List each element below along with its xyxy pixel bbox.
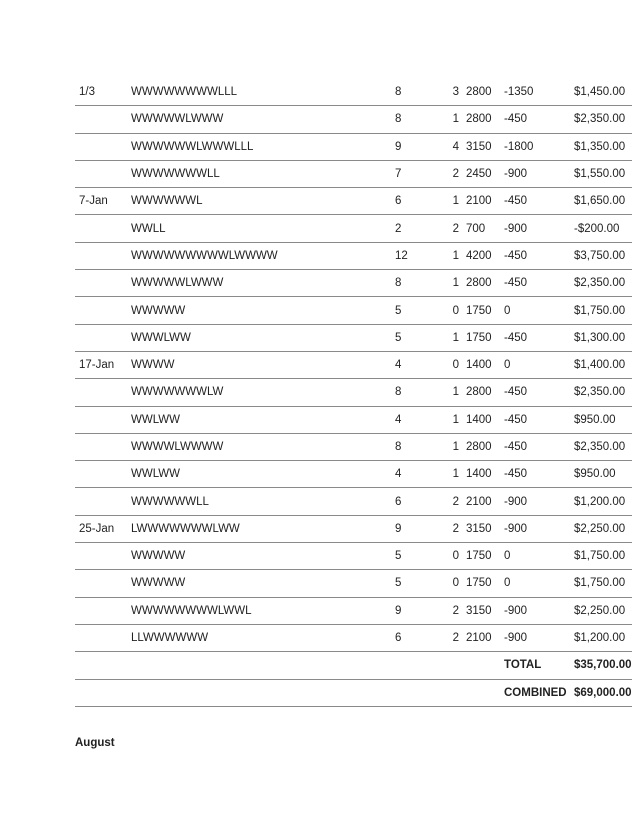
wins-cell: 5 <box>395 297 439 324</box>
value-cell: 1400 <box>466 406 504 433</box>
losses-cell: 1 <box>439 324 466 351</box>
net-cell: -450 <box>504 188 574 215</box>
amount-cell: $3,750.00 <box>574 242 632 269</box>
value-cell: 1400 <box>466 351 504 378</box>
table-row <box>75 597 632 624</box>
net-cell: -450 <box>504 433 574 460</box>
wins-cell: 8 <box>395 270 439 297</box>
date-cell <box>75 597 131 624</box>
amount-cell: $1,300.00 <box>574 324 632 351</box>
table-row <box>75 433 632 460</box>
date-cell <box>75 270 131 297</box>
net-cell: -1800 <box>504 133 574 160</box>
sequence-cell: WWLWW <box>131 406 395 433</box>
sequence-cell: WWWWWWWLW <box>131 379 395 406</box>
wins-cell: 9 <box>395 133 439 160</box>
date-cell <box>75 433 131 460</box>
losses-cell: 0 <box>439 570 466 597</box>
losses-cell: 0 <box>439 351 466 378</box>
amount-cell: $1,750.00 <box>574 297 632 324</box>
amount-cell: $1,750.00 <box>574 543 632 570</box>
losses-cell: 3 <box>439 79 466 106</box>
date-cell: 17-Jan <box>75 351 131 378</box>
sequence-cell: WWLL <box>131 215 395 242</box>
net-cell: -900 <box>504 624 574 651</box>
date-cell <box>75 543 131 570</box>
losses-cell: 1 <box>439 270 466 297</box>
value-cell: 2800 <box>466 270 504 297</box>
wins-cell: 12 <box>395 242 439 269</box>
value-cell: 2100 <box>466 188 504 215</box>
date-cell <box>75 242 131 269</box>
date-cell: 7-Jan <box>75 188 131 215</box>
total-row <box>75 652 632 679</box>
date-cell <box>75 297 131 324</box>
net-cell: -900 <box>504 488 574 515</box>
value-cell: 2100 <box>466 624 504 651</box>
sequence-cell: WWWLWW <box>131 324 395 351</box>
wins-cell: 7 <box>395 160 439 187</box>
wins-cell: 5 <box>395 543 439 570</box>
net-cell: -450 <box>504 270 574 297</box>
table-row <box>75 79 632 106</box>
table-row <box>75 215 632 242</box>
amount-cell: $2,250.00 <box>574 515 632 542</box>
wins-cell: 8 <box>395 79 439 106</box>
net-cell: -450 <box>504 106 574 133</box>
losses-cell: 2 <box>439 488 466 515</box>
table-row <box>75 297 632 324</box>
table-row <box>75 324 632 351</box>
date-cell <box>75 324 131 351</box>
amount-cell: $2,350.00 <box>574 270 632 297</box>
wins-cell: 9 <box>395 515 439 542</box>
value-cell: 2800 <box>466 433 504 460</box>
sequence-cell: WWWWWWWWLWWL <box>131 597 395 624</box>
table-row <box>75 570 632 597</box>
combined-label: COMBINED <box>504 679 574 706</box>
date-cell <box>75 215 131 242</box>
amount-cell: $950.00 <box>574 406 632 433</box>
amount-cell: $2,350.00 <box>574 433 632 460</box>
net-cell: -450 <box>504 324 574 351</box>
wins-cell: 6 <box>395 624 439 651</box>
sequence-cell: WWWWWWLWWWLLL <box>131 133 395 160</box>
ledger-table <box>75 79 632 707</box>
wins-cell: 9 <box>395 597 439 624</box>
amount-cell: $1,550.00 <box>574 160 632 187</box>
date-cell <box>75 379 131 406</box>
table-row <box>75 515 632 542</box>
losses-cell: 1 <box>439 379 466 406</box>
table-row <box>75 624 632 651</box>
losses-cell: 2 <box>439 160 466 187</box>
value-cell: 1750 <box>466 570 504 597</box>
value-cell: 1750 <box>466 324 504 351</box>
wins-cell: 4 <box>395 461 439 488</box>
sequence-cell: WWWWWWWLL <box>131 160 395 187</box>
value-cell: 2800 <box>466 106 504 133</box>
amount-cell: $1,750.00 <box>574 570 632 597</box>
wins-cell: 8 <box>395 106 439 133</box>
amount-cell: $1,200.00 <box>574 488 632 515</box>
amount-cell: $1,400.00 <box>574 351 632 378</box>
sequence-cell: WWWWWWWWWLWWWW <box>131 242 395 269</box>
date-cell: 1/3 <box>75 79 131 106</box>
losses-cell: 2 <box>439 215 466 242</box>
amount-cell: $2,250.00 <box>574 597 632 624</box>
sequence-cell: LLWWWWWW <box>131 624 395 651</box>
date-cell <box>75 570 131 597</box>
net-cell: -450 <box>504 461 574 488</box>
net-cell: -900 <box>504 515 574 542</box>
sequence-cell: WWWWWWLL <box>131 488 395 515</box>
amount-cell: $950.00 <box>574 461 632 488</box>
wins-cell: 4 <box>395 351 439 378</box>
sequence-cell: WWWWW <box>131 297 395 324</box>
value-cell: 2800 <box>466 379 504 406</box>
value-cell: 1750 <box>466 543 504 570</box>
amount-cell: $2,350.00 <box>574 379 632 406</box>
wins-cell: 6 <box>395 188 439 215</box>
net-cell: -900 <box>504 160 574 187</box>
table-row <box>75 543 632 570</box>
date-cell <box>75 461 131 488</box>
value-cell: 2100 <box>466 488 504 515</box>
losses-cell: 2 <box>439 515 466 542</box>
net-cell: -450 <box>504 242 574 269</box>
amount-cell: $1,350.00 <box>574 133 632 160</box>
section-heading: August <box>75 737 115 749</box>
table-row <box>75 406 632 433</box>
table-row <box>75 461 632 488</box>
value-cell: 3150 <box>466 515 504 542</box>
sequence-cell: LWWWWWWWLWW <box>131 515 395 542</box>
value-cell: 3150 <box>466 597 504 624</box>
amount-cell: $1,650.00 <box>574 188 632 215</box>
net-cell: 0 <box>504 543 574 570</box>
losses-cell: 0 <box>439 297 466 324</box>
date-cell <box>75 488 131 515</box>
sequence-cell: WWWWLWWWW <box>131 433 395 460</box>
wins-cell: 2 <box>395 215 439 242</box>
net-cell: -900 <box>504 597 574 624</box>
table-row <box>75 188 632 215</box>
sequence-cell: WWWWWWWWLLL <box>131 79 395 106</box>
losses-cell: 1 <box>439 242 466 269</box>
date-cell <box>75 106 131 133</box>
value-cell: 1400 <box>466 461 504 488</box>
value-cell: 4200 <box>466 242 504 269</box>
wins-cell: 8 <box>395 433 439 460</box>
total-amount: $35,700.00 <box>574 652 632 679</box>
table-row <box>75 242 632 269</box>
net-cell: 0 <box>504 297 574 324</box>
table-row <box>75 270 632 297</box>
date-cell <box>75 624 131 651</box>
amount-cell: $1,200.00 <box>574 624 632 651</box>
value-cell: 700 <box>466 215 504 242</box>
wins-cell: 5 <box>395 324 439 351</box>
losses-cell: 2 <box>439 624 466 651</box>
value-cell: 3150 <box>466 133 504 160</box>
net-cell: 0 <box>504 570 574 597</box>
sequence-cell: WWWWWLWWW <box>131 270 395 297</box>
combined-amount: $69,000.00 <box>574 679 632 706</box>
amount-cell: $2,350.00 <box>574 106 632 133</box>
sequence-cell: WWWW <box>131 351 395 378</box>
date-cell <box>75 133 131 160</box>
amount-cell: $1,450.00 <box>574 79 632 106</box>
table-row <box>75 106 632 133</box>
table-row <box>75 160 632 187</box>
value-cell: 1750 <box>466 297 504 324</box>
wins-cell: 4 <box>395 406 439 433</box>
date-cell <box>75 406 131 433</box>
sequence-cell: WWWWW <box>131 543 395 570</box>
table-row <box>75 133 632 160</box>
net-cell: -450 <box>504 379 574 406</box>
table-row <box>75 379 632 406</box>
sequence-cell: WWWWW <box>131 570 395 597</box>
wins-cell: 8 <box>395 379 439 406</box>
losses-cell: 4 <box>439 133 466 160</box>
table-row <box>75 488 632 515</box>
combined-row <box>75 679 632 706</box>
net-cell: 0 <box>504 351 574 378</box>
date-cell: 25-Jan <box>75 515 131 542</box>
total-label: TOTAL <box>504 652 574 679</box>
net-cell: -450 <box>504 406 574 433</box>
losses-cell: 1 <box>439 461 466 488</box>
net-cell: -900 <box>504 215 574 242</box>
losses-cell: 0 <box>439 543 466 570</box>
wins-cell: 5 <box>395 570 439 597</box>
net-cell: -1350 <box>504 79 574 106</box>
sequence-cell: WWWWWWL <box>131 188 395 215</box>
sequence-cell: WWLWW <box>131 461 395 488</box>
losses-cell: 1 <box>439 433 466 460</box>
losses-cell: 2 <box>439 597 466 624</box>
losses-cell: 1 <box>439 106 466 133</box>
value-cell: 2450 <box>466 160 504 187</box>
wins-cell: 6 <box>395 488 439 515</box>
losses-cell: 1 <box>439 188 466 215</box>
date-cell <box>75 160 131 187</box>
value-cell: 2800 <box>466 79 504 106</box>
ledger-body <box>75 79 632 706</box>
amount-cell: -$200.00 <box>574 215 632 242</box>
table-row <box>75 351 632 378</box>
sequence-cell: WWWWWLWWW <box>131 106 395 133</box>
losses-cell: 1 <box>439 406 466 433</box>
